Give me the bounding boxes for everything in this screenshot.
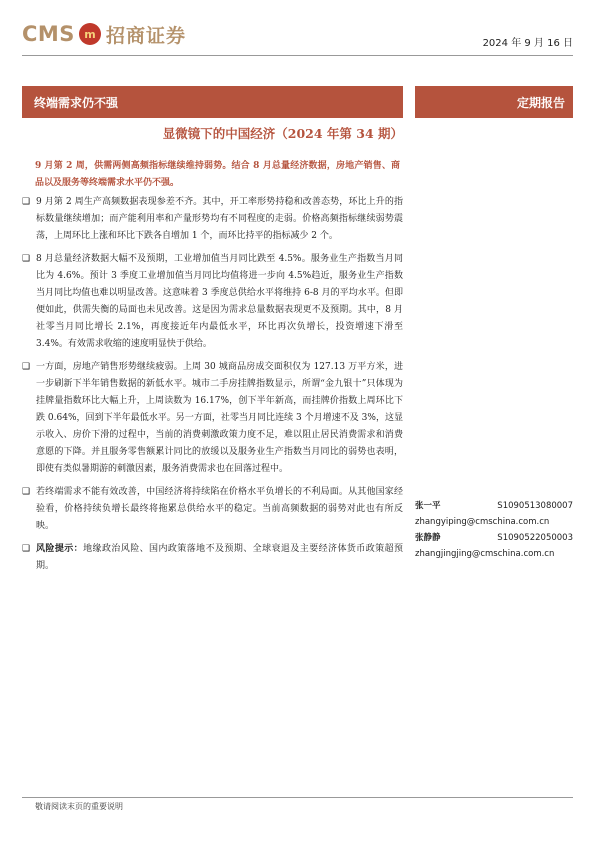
checkbox-bullet-icon: ❑ xyxy=(22,197,31,207)
footer-disclaimer: 敬请阅读末页的重要说明 xyxy=(35,802,123,811)
footer-divider xyxy=(22,797,573,798)
headline-title: 终端需求仍不强 xyxy=(34,96,119,110)
analyst-name: 张静静 xyxy=(415,533,441,543)
bullet-item xyxy=(22,251,403,353)
bullet-item-risk xyxy=(22,541,403,575)
analyst-row xyxy=(415,498,573,514)
logo-company-name: 招商证券 xyxy=(105,24,186,47)
bullet-text: 若终端需求不能有效改善，中国经济将持续陷在价格水平负增长的不利局面。从其他国家经验看，价格持续负增长最终将拖累总供给水平的稳定。当前高频数据的弱势对此也有所反映。 xyxy=(36,487,403,531)
bullet-list xyxy=(22,194,403,581)
logo-cms-text: CMS xyxy=(22,22,75,46)
report-subtitle: 显微镜下的中国经济（2024 年第 34 期） xyxy=(162,126,403,141)
bullet-item xyxy=(22,484,403,535)
checkbox-bullet-icon: ❑ xyxy=(22,254,31,264)
bullet-item xyxy=(22,194,403,245)
report-type-label: 定期报告 xyxy=(516,96,565,110)
analyst-email[interactable]: zhangyiping@cmschina.com.cn xyxy=(415,517,550,527)
headline-ribbon xyxy=(22,86,403,118)
bullet-text: 一方面，房地产销售形势继续疲弱。上周 30 城商品房成交面积仅为 127.13 万平方米，进一步刷新下半年销售数据的新低水平。城市二手房挂牌指数显示，所谓“金九银十”只体现为挂牌量指数环比大幅上升，上周读数为 16.17%，创下半年新高，而挂牌价指数上周环比下跌 0.64%，回到下半年最低水平。另一方面，社零当月同比连续 3 个月增速不及 3%，这显示收入、房价下滑的过程中，当前的消费刺激政策力度不足，难以阻止居民消费需求和消费意愿的下降。并且服务零售额累计同比的放缓以及服务业生产指数当月同比的弱势也表明，即使有类似暑期游的刺激因素，服务消费需求也在回落过程中。 xyxy=(36,362,403,474)
analyst-row xyxy=(415,530,573,546)
risk-body: 地缘政治风险、国内政策落地不及预期、全球衰退及主要经济体货币政策超预期。 xyxy=(36,544,403,571)
cms-logo xyxy=(22,20,186,48)
bullet-text: 9 月第 2 周生产高频数据表现参差不齐。其中，开工率形势持稳和改善态势，环比上升的指标数量继续增加；而产能利用率和产量形势均有不同程度的走弱。价格高频指标继续弱势震荡，上周环比上涨和环比下跌各自增加 1 个，而环比持平的指标减少 2 个。 xyxy=(36,197,403,241)
lead-summary: 9 月第 2 周，供需两侧高频指标继续维持弱势。结合 8 月总量经济数据，房地产销售、商品以及服务等终端需求水平仍不强。 xyxy=(35,161,400,188)
analyst-license-id: S1090513080007 xyxy=(497,501,573,511)
analyst-license-id: S1090522050003 xyxy=(497,533,573,543)
checkbox-bullet-icon: ❑ xyxy=(22,487,31,497)
bullet-text: 8 月总量经济数据大幅不及预期，工业增加值当月同比跌至 4.5%。服务业生产指数当月同比为 4.6%。预计 3 季度工业增加值当月同比均值将进一步向 4.5%趋近，服务业生产指数当月同比均值也难以明显改善。这意味着 3 季度总供给水平将维持 6-8 月的平均水平。但即便如此，供需失衡的局面也未见改善。这是因为需求总量数据表现更不及预期。其中，8 月社零当月同比增长 2.1%，再度接近年内最低水平，环比再次负增长，投资增速下滑至 3.4%。有效需求收缩的速度明显快于供给。 xyxy=(36,254,403,349)
risk-text xyxy=(32,541,403,575)
report-date: 2024 年 9 月 16 日 xyxy=(482,38,573,49)
bullet-item xyxy=(22,359,403,478)
logo-emblem-icon: m xyxy=(79,23,101,45)
header-divider xyxy=(22,55,573,56)
report-type-ribbon xyxy=(415,86,573,118)
checkbox-bullet-icon: ❑ xyxy=(22,362,31,372)
risk-label: 风险提示： xyxy=(36,544,84,554)
analyst-email[interactable]: zhangjingjing@cmschina.com.cn xyxy=(415,549,555,559)
checkbox-bullet-icon: ❑ xyxy=(22,544,31,554)
analyst-block xyxy=(415,498,573,562)
analyst-name: 张一平 xyxy=(415,501,441,511)
